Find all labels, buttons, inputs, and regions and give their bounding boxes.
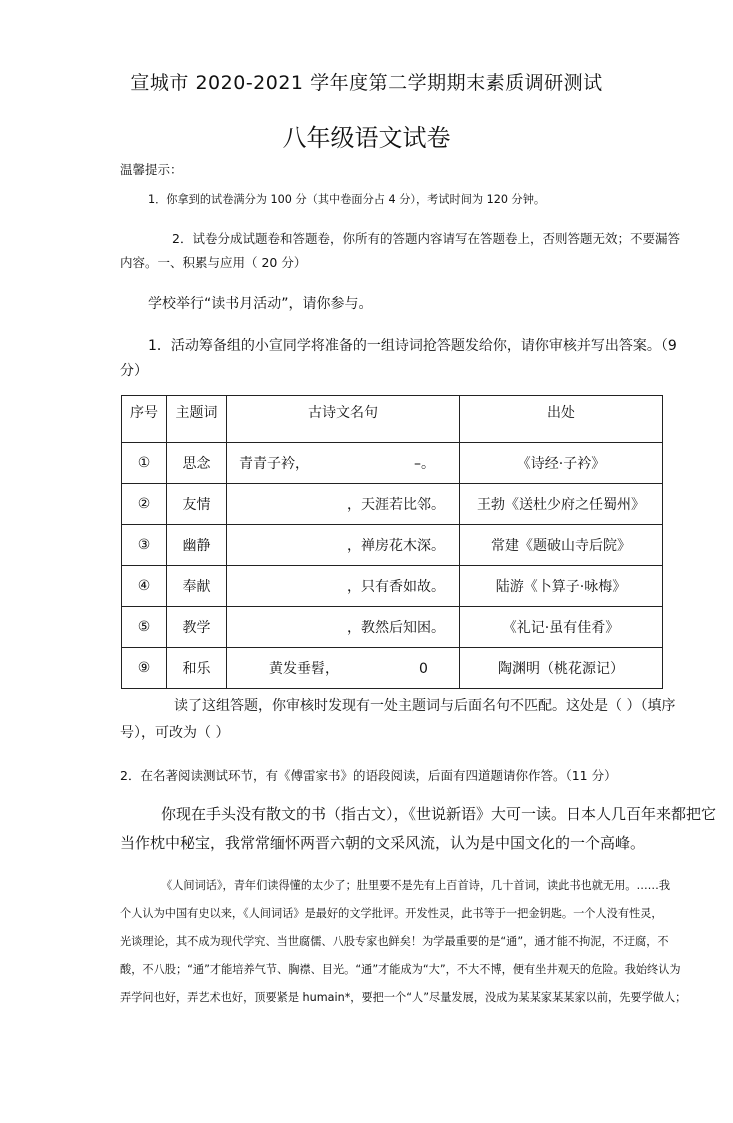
intro-text: 学校举行“读书月活动”，请你参与。 <box>148 296 373 312</box>
header-verse: 古诗文名句 <box>227 396 460 443</box>
row-theme: 思念 <box>167 443 227 484</box>
passage-1-line-2: 当作枕中秘宝，我常常缅怀两晋六朝的文采风流，认为是中国文化的一个高峰。 <box>120 834 646 852</box>
row-theme: 和乐 <box>167 648 227 689</box>
verse-second-half: –。 <box>414 456 435 472</box>
exam-subtitle: 八年级语文试卷 <box>282 124 451 152</box>
table-row <box>122 484 663 525</box>
verse-first-half: 青青子衿， <box>239 456 309 472</box>
row-number: ⑤ <box>122 607 167 648</box>
row-number: ② <box>122 484 167 525</box>
table-row <box>122 607 663 648</box>
tips-item-2-line-2: 内容。一、积累与应用（ 20 分） <box>120 255 307 270</box>
row-source: 常建《题破山寺后院》 <box>460 525 663 566</box>
row-verse: ，只有香如故。 <box>227 566 460 607</box>
row-source: 陶渊明（桃花源记） <box>460 648 663 689</box>
table-row <box>122 566 663 607</box>
passage-2-line-3: 光谈理论，其不成为现代学究、当世腐儒、八股专家也鲜矣！为学最重要的是“通”，通才能不拘泥，不迂腐，不 <box>120 935 669 948</box>
passage-1-line-1: 你现在手头没有散文的书（指古文），《世说新语》大可一读。日本人几百年来都把它 <box>161 805 717 823</box>
row-theme: 友情 <box>167 484 227 525</box>
poem-quiz-table <box>121 395 663 689</box>
table-row <box>122 648 663 689</box>
row-source: 王勃《送杜少府之任蜀州》 <box>460 484 663 525</box>
row-theme: 教学 <box>167 607 227 648</box>
question-1-line-1: 1．活动筹备组的小宣同学将准备的一组诗词抢答题发给你，请你审核并写出答案。（9 <box>148 338 677 354</box>
table-row <box>122 443 663 484</box>
row-source: 陆游《卜算子·咏梅》 <box>460 566 663 607</box>
tips-item-1: 1．你拿到的试卷满分为 100 分（其中卷面分占 4 分），考试时间为 120 分钟。 <box>148 193 546 206</box>
table-row <box>122 525 663 566</box>
row-number: ⑨ <box>122 648 167 689</box>
passage-2-line-5: 弄学问也好，弄艺术也好，顶要紧是 humain*，要把一个“人”尽量发展，没成为某某家某某家以前，先要学做人； <box>120 991 687 1004</box>
row-verse: ，天涯若比邻。 <box>227 484 460 525</box>
header-theme: 主题词 <box>167 396 227 443</box>
header-number: 序号 <box>122 396 167 443</box>
review-question-line-1: 读了这组答题，你审核时发现有一处主题词与后面名句不匹配。这处是（ ）（填序 <box>174 698 676 714</box>
passage-2-line-1: 《人间词话》，青年们读得懂的太少了；肚里要不是先有上百首诗，几十首词，读此书也就无用。……我 <box>161 879 671 892</box>
verse-second-half: 0 <box>419 661 428 677</box>
header-source: 出处 <box>460 396 663 443</box>
passage-2-line-2: 个人认为中国有史以来，《人间词话》是最好的文学批评。开发性灵，此书等于一把金钥匙。一个人没有性灵， <box>120 907 663 920</box>
row-verse <box>227 443 460 484</box>
verse-first-half: 黄发垂髫， <box>269 661 339 677</box>
row-number: ③ <box>122 525 167 566</box>
question-1-line-2: 分） <box>120 363 148 379</box>
exam-title: 宣城市 2020-2021 学年度第二学期期末素质调研测试 <box>130 72 603 94</box>
question-2: 2．在名著阅读测试环节，有《傅雷家书》的语段阅读，后面有四道题请你作答。（11 分） <box>120 768 617 783</box>
tips-label: 温馨提示： <box>120 162 183 177</box>
tips-item-2-line-1: 2．试卷分成试题卷和答题卷，你所有的答题内容请写在答题卷上，否则答题无效；不要漏答 <box>172 231 680 246</box>
review-question-line-2: 号），可改为（ ） <box>120 725 230 741</box>
row-theme: 幽静 <box>167 525 227 566</box>
row-verse: ，教然后知困。 <box>227 607 460 648</box>
row-theme: 奉献 <box>167 566 227 607</box>
row-verse <box>227 648 460 689</box>
row-source: 《诗经·子衿》 <box>460 443 663 484</box>
row-verse: ，禅房花木深。 <box>227 525 460 566</box>
table-header-row <box>122 396 663 443</box>
row-number: ④ <box>122 566 167 607</box>
passage-2-line-4: 酸，不八股；“通”才能培养气节、胸襟、目光。“通”才能成为“大”，不大不博，便有坐井观天的危险。我始终认为 <box>120 963 681 976</box>
row-number: ① <box>122 443 167 484</box>
row-source: 《礼记·虽有佳肴》 <box>460 607 663 648</box>
